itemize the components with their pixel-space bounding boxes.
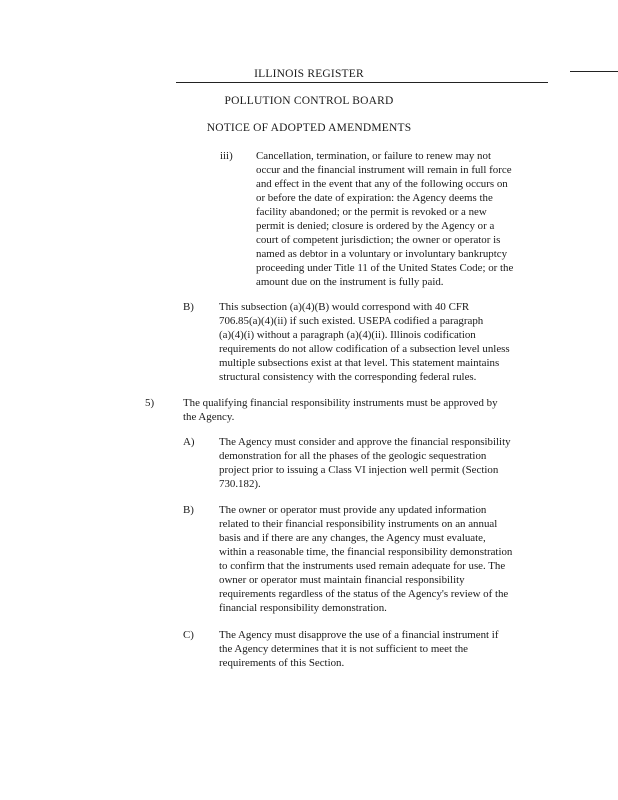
paragraph-line: project prior to issuing a Class VI injection well permit (Section (219, 464, 499, 476)
item-label: C) (183, 629, 194, 641)
paragraph-b-owner (219, 503, 512, 615)
paragraph-line: amount due on the instrument is fully paid. (256, 276, 444, 288)
paragraph-line: and effect in the event that any of the following occurs on (256, 178, 508, 190)
paragraph-line: requirements regardless of the status of the Agency's review of the (219, 588, 509, 600)
paragraph-line: financial responsibility demonstration. (219, 602, 387, 614)
paragraph-line: The Agency must consider and approve the financial responsibility (219, 436, 511, 448)
paragraph-line: multiple subsections exist at that level. This statement maintains (219, 357, 500, 369)
paragraph-iii (256, 149, 513, 289)
paragraph-line: permit is denied; closure is ordered by the Agency or a (256, 220, 495, 232)
paragraph-line: 730.182). (219, 478, 261, 490)
item-label: 5) (145, 397, 155, 409)
paragraph-line: owner or operator must maintain financial responsibility (219, 574, 465, 586)
item-label: iii) (220, 150, 233, 162)
item-label: B) (183, 504, 194, 516)
paragraph-line: requirements of this Section. (219, 657, 345, 669)
paragraph-line: proceeding under Title 11 of the United States Code; or the (256, 262, 514, 274)
paragraph-line: occur and the financial instrument will remain in full force (256, 164, 512, 176)
paragraph-c (219, 628, 498, 670)
paragraph-line: The owner or operator must provide any updated information (219, 504, 487, 516)
item-label: B) (183, 301, 194, 313)
paragraph-line: This subsection (a)(4)(B) would correspond with 40 CFR (219, 301, 470, 313)
paragraph-line: structural consistency with the corresponding federal rules. (219, 371, 477, 383)
paragraph-line: the Agency determines that it is not sufficient to meet the (219, 643, 469, 655)
paragraph-5 (183, 396, 498, 424)
paragraph-line: or before the date of expiration: the Agency deems the (256, 192, 493, 204)
paragraph-line: (a)(4)(i) without a paragraph (a)(4)(ii). Illinois codification (219, 329, 476, 341)
paragraph-line: 706.85(a)(4)(ii) if such existed. USEPA codified a paragraph (219, 315, 484, 327)
paragraph-line: The qualifying financial responsibility instruments must be approved by (183, 397, 498, 409)
paragraph-line: within a reasonable time, the financial responsibility demonstration (219, 546, 513, 558)
item-label: A) (183, 436, 195, 448)
paragraph-line: Cancellation, termination, or failure to renew may not (256, 150, 491, 162)
notice-title: NOTICE OF ADOPTED AMENDMENTS (206, 122, 412, 134)
paragraph-line: facility abandoned; or the permit is revoked or a new (256, 206, 487, 218)
margin-rule (570, 71, 618, 72)
header-rule (176, 82, 548, 83)
paragraph-line: demonstration for all the phases of the geologic sequestration (219, 450, 487, 462)
paragraph-line: requirements do not allow codification of a subsection level unless (219, 343, 510, 355)
paragraph-line: named as debtor in a voluntary or involuntary bankruptcy (256, 248, 508, 260)
paragraph-b-federal (219, 300, 510, 384)
paragraph-line: to confirm that the instruments used remain adequate for use. The (219, 560, 506, 572)
paragraph-line: court of competent jurisdiction; the owner or operator is (256, 234, 501, 246)
paragraph-line: the Agency. (183, 411, 235, 423)
paragraph-line: The Agency must disapprove the use of a financial instrument if (219, 629, 499, 641)
paragraph-line: basis and if there are any changes, the Agency must evaluate, (219, 532, 486, 544)
paragraph-line: related to their financial responsibility instruments on an annual (219, 518, 498, 530)
board-title: POLLUTION CONTROL BOARD (224, 95, 394, 107)
register-title: ILLINOIS REGISTER (254, 68, 364, 80)
paragraph-a (219, 435, 511, 491)
